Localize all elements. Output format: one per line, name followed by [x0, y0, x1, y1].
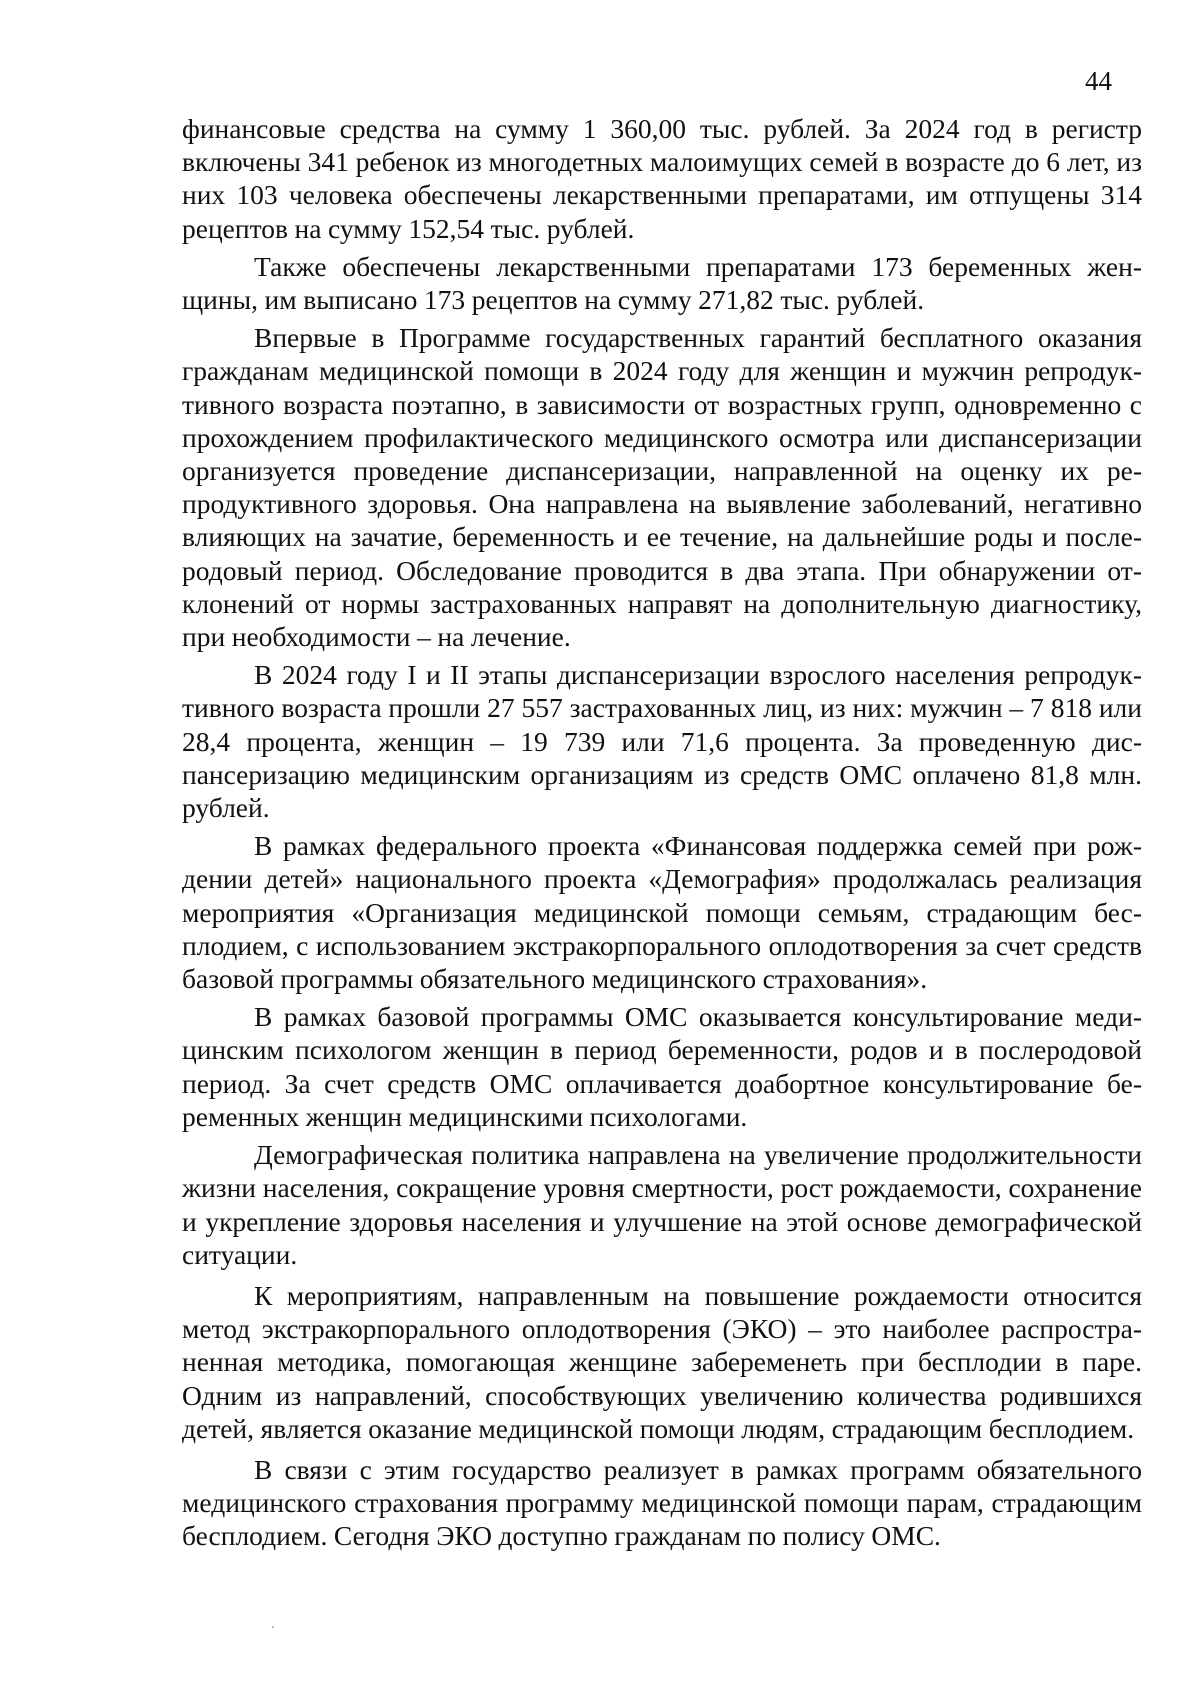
scan-speck — [272, 1626, 274, 1628]
paragraph-5: В рамках федерального проекта «Финансовая поддержка семей при рождении детей» национального проекта «Демография» продолжалась реализация мероприятия «Организация медицинской помощи семьям, страдающим бесплодием, с использованием экстракорпорального оплодотворения за счет средств базовой программы обязательного медицинского страхования». — [182, 830, 1142, 995]
paragraph-3: Впервые в Программе государственных гарантий бесплатного оказания гражданам медицинской помощи в 2024 году для женщин и мужчин репродуктивного возраста поэтапно, в зависимости от возрастных групп, одновременно с прохождением профилактического медицинского осмотра или диспансеризации организуется проведение диспансеризации, направленной на оценку их репродуктивного здоровья. Она направлена на выявление заболеваний, негативно влияющих на зачатие, беременность и ее течение, на дальнейшие роды и послеродовый период. Обследование проводится в два этапа. При обнаружении отклонений от нормы застрахованных направят на дополнительную диагностику, при необходимости – на лечение. — [182, 322, 1142, 653]
paragraph-8: К мероприятиям, направленным на повышение рождаемости относится метод экстракорпорального оплодотворения (ЭКО) – это наиболее распространенная методика, помогающая женщине забеременеть при бесплодии в паре. Одним из направлений, способствующих увеличению количества родившихся детей, является оказание медицинской помощи людям, страдающим бесплодием. — [182, 1279, 1142, 1444]
paragraph-7: Демографическая политика направлена на увеличение продолжительности жизни населения, сокращение уровня смертности, рост рождаемости, сохранение и укрепление здоровья населения и улучшение на этой основе демографической ситуации. — [182, 1139, 1142, 1270]
paragraph-4: В 2024 году I и II этапы диспансеризации взрослого населения репродуктивного возраста прошли 27 557 застрахованных лиц, из них: мужчин – 7 818 или 28,4 процента, женщин – 19 739 или 71,6 процента. За проведенную диспансеризацию медицинским организациям из средств ОМС оплачено 81,8 млн. рублей. — [182, 659, 1142, 824]
document-body — [182, 112, 1142, 1558]
paragraph-2: Также обеспечены лекарственными препаратами 173 беременных женщины, им выписано 173 рецептов на сумму 271,82 тыс. рублей. — [182, 250, 1142, 316]
paragraph-6: В рамках базовой программы ОМС оказывается консультирование медицинским психологом женщин в период беременности, родов и в послеродовой период. За счет средств ОМС оплачивается доабортное консультирование беременных женщин медицинскими психологами. — [182, 1001, 1142, 1132]
paragraph-9: В связи с этим государство реализует в рамках программ обязательного медицинского страхования программу медицинской помощи парам, страдающим бесплодием. Сегодня ЭКО доступно гражданам по полису ОМС. — [182, 1453, 1142, 1552]
page-number: 44 — [1085, 66, 1112, 96]
paragraph-1: финансовые средства на сумму 1 360,00 тыс. рублей. За 2024 год в регистр включены 341 ребенок из многодетных малоимущих семей в возрасте до 6 лет, из них 103 человека обеспечены лекарственными препаратами, им отпущены 314 рецептов на сумму 152,54 тыс. рублей. — [182, 113, 1142, 244]
